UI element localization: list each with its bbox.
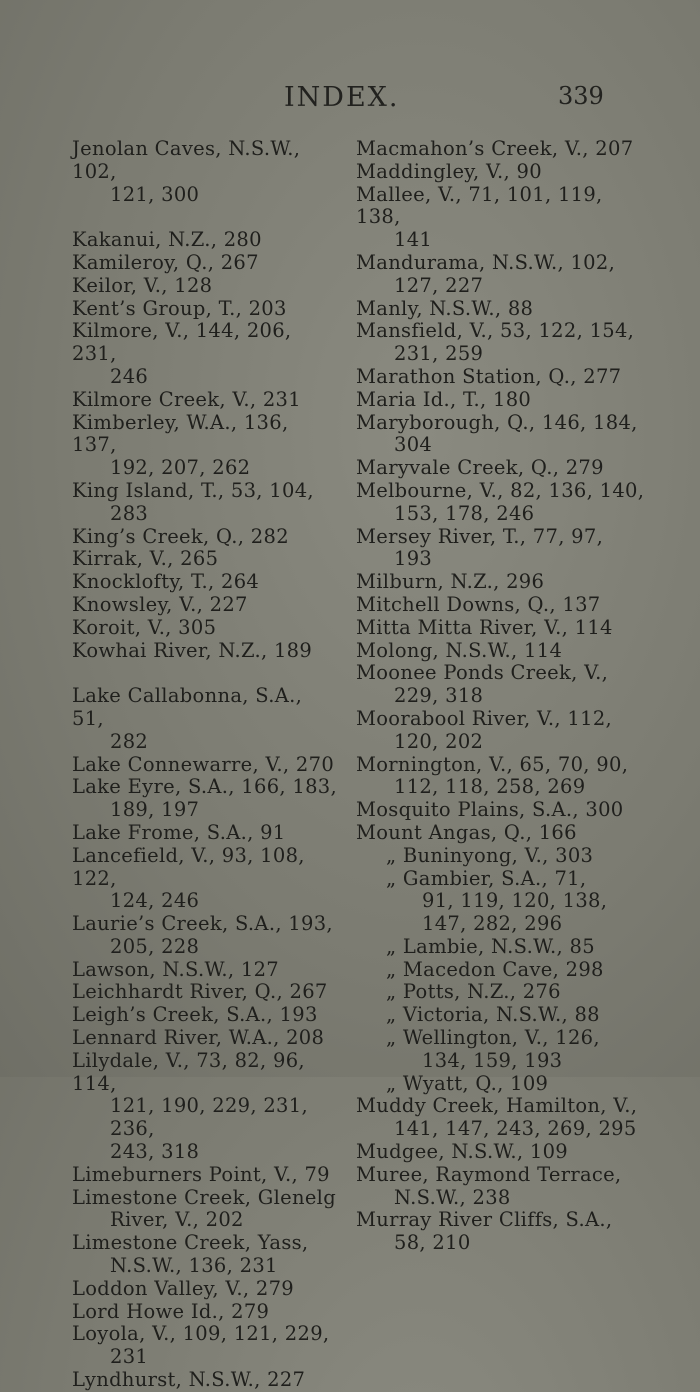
index-entry-heading: Limeburners Point, V., 79 [72,1162,330,1186]
index-entry-continuation: 229, 318 [394,684,484,708]
index-entry-continuation: 120, 202 [394,729,484,753]
index-entry-heading: „ Gambier, S.A., 71, [386,866,587,890]
index-entry [356,1209,646,1255]
index-entry [356,571,646,594]
index-entry-heading: „ Wellington, V., 126, [386,1026,600,1050]
index-entry-heading: Mosquito Plains, S.A., 300 [356,798,624,822]
index-entry-heading: Molong, N.S.W., 114 [356,638,563,662]
index-column-right [356,138,646,1255]
index-entry-continuation: 134, 159, 193 [422,1048,563,1072]
index-entry-heading: Jenolan Caves, N.S.W., 102, [72,137,301,183]
index-entry [72,1301,337,1324]
index-entry-heading: Loyola, V., 109, 121, 229, [72,1322,330,1346]
index-entry-heading: Leigh’s Creek, S.A., 193 [72,1003,318,1027]
index-entry-heading: Mitchell Downs, Q., 137 [356,592,601,616]
index-entry-continuation: 231 [110,1345,149,1369]
index-entry-heading: Limestone Creek, Yass, [72,1231,309,1255]
index-entry [356,662,646,708]
index-entry-continuation: 243, 318 [110,1140,200,1164]
index-entry-continuation: 121, 300 [110,182,200,206]
index-entry-heading: Muree, Raymond Terrace, [356,1162,622,1186]
index-entry [72,1232,337,1278]
index-entry [72,526,337,549]
index-entry [72,229,337,252]
index-entry-heading: Kirrak, V., 265 [72,547,219,571]
index-entry-continuation: 124, 246 [110,889,200,913]
index-entry-continuation: 141 [394,228,433,252]
index-entry [72,1164,337,1187]
index-entry [72,320,337,388]
index-entry [356,184,646,252]
index-entry [72,1050,337,1164]
index-entry-continuation: 141, 147, 243, 269, 295 [394,1117,637,1141]
index-entry-continuation: 127, 227 [394,273,484,297]
index-entry-heading: Moorabool River, V., 112, [356,706,613,730]
index-entry-continuation: 189, 197 [110,798,200,822]
index-entry-heading: Mount Angas, Q., 166 [356,820,577,844]
index-entry-heading: „ Wyatt, Q., 109 [386,1071,549,1095]
index-entry-heading: Lawson, N.S.W., 127 [72,957,279,981]
index-entry-heading: Manly, N.S.W., 88 [356,296,534,320]
index-entry-heading: Milburn, N.Z., 296 [356,570,545,594]
index-entry-continuation: N.S.W., 136, 231 [110,1254,278,1278]
index-entry-heading: Keilor, V., 128 [72,273,213,297]
index-entry-continuation: 112, 118, 258, 269 [394,775,586,799]
index-entry [72,412,337,480]
index-entry-continuation: 121, 190, 229, 231, 236, [110,1094,308,1141]
index-entry-heading: Knocklofty, T., 264 [72,570,260,594]
index-entry [356,526,646,572]
index-entry [356,389,646,412]
index-entry [356,457,646,480]
index-entry-heading: „ Victoria, N.S.W., 88 [386,1003,600,1027]
index-entry-heading: „ Buninyong, V., 303 [386,843,594,867]
page-number: 339 [558,82,604,110]
index-entry [356,320,646,366]
index-entry [356,161,646,184]
page-header [0,82,700,122]
index-entry-heading: Maryvale Creek, Q., 279 [356,456,604,480]
index-entry-heading: King’s Creek, Q., 282 [72,524,289,548]
index-entry [356,1073,646,1096]
index-entry [72,617,337,640]
index-entry-heading: Laurie’s Creek, S.A., 193, [72,912,333,936]
index-entry-heading: Limestone Creek, Glenelg [72,1185,337,1209]
index-entry-heading: Lake Frome, S.A., 91 [72,820,286,844]
index-entry [72,138,337,206]
index-entry-heading: Macmahon’s Creek, V., 207 [356,137,634,160]
index-entry-continuation: River, V., 202 [110,1208,244,1232]
index-entry-heading: Lake Connewarre, V., 270 [72,752,335,776]
index-entry [72,548,337,571]
index-entry [356,594,646,617]
index-entry-continuation: 193 [394,547,433,571]
index-entry [72,1369,337,1392]
index-entry-heading: Kamileroy, Q., 267 [72,250,259,274]
index-entry-continuation: 282 [110,729,149,753]
index-entry-continuation: 58, 210 [394,1231,471,1255]
index-entry-heading: Kilmore Creek, V., 231 [72,387,301,411]
index-entry-heading: Maryborough, Q., 146, 184, [356,410,638,434]
index-entry [72,822,337,845]
index-entry-continuation: 283 [110,501,149,525]
index-entry-heading: Kent’s Group, T., 203 [72,296,287,320]
section-gap [72,662,337,685]
index-entry [356,1004,646,1027]
index-entry [72,298,337,321]
index-entry [72,776,337,822]
index-entry-heading: Leichhardt River, Q., 267 [72,980,328,1004]
index-entry-heading: Moonee Ponds Creek, V., [356,661,609,685]
index-entry [356,799,646,822]
index-entry [356,298,646,321]
index-entry-heading: King Island, T., 53, 104, [72,478,314,502]
index-entry [356,412,646,458]
index-entry-continuation: 192, 207, 262 [110,456,251,480]
index-entry [356,845,646,868]
index-entry-heading: Lilydale, V., 73, 82, 96, 114, [72,1048,305,1095]
index-entry-heading: Lake Eyre, S.A., 166, 183, [72,775,338,799]
index-entry [72,252,337,275]
index-entry-heading: Maria Id., T., 180 [356,387,532,411]
index-entry-continuation: 246 [110,364,149,388]
index-entry [356,981,646,1004]
index-entry-heading: Mandurama, N.S.W., 102, [356,250,616,274]
index-column-left [72,138,337,1392]
index-entry-continuation: 231, 259 [394,342,484,366]
index-entry [356,868,646,936]
index-entry [356,936,646,959]
index-entry-heading: „ Lambie, N.S.W., 85 [386,934,595,958]
index-entry-continuation: 91, 119, 120, 138, [422,889,608,913]
index-entry-heading: Mitta Mitta River, V., 114 [356,615,613,639]
index-entry [356,754,646,800]
index-entry-heading: Koroit, V., 305 [72,615,217,639]
index-entry-heading: Lyndhurst, N.S.W., 227 [72,1368,306,1392]
index-entry-heading: Mudgee, N.S.W., 109 [356,1140,568,1164]
index-entry-heading: „ Potts, N.Z., 276 [386,980,561,1004]
index-entry-heading: Lord Howe Id., 279 [72,1299,270,1323]
index-entry [356,1027,646,1073]
index-entry [72,685,337,753]
index-entry-heading: Maddingley, V., 90 [356,159,542,183]
index-entry [356,1095,646,1141]
index-entry-heading: Mansfield, V., 53, 122, 154, [356,319,635,343]
index-entry-heading: Lennard River, W.A., 208 [72,1026,325,1050]
index-entry [72,480,337,526]
index-entry [356,138,646,161]
index-entry-heading: Murray River Cliffs, S.A., [356,1208,613,1232]
index-entry [356,252,646,298]
index-entry-heading: Knowsley, V., 227 [72,592,248,616]
index-entry-heading: Kakanui, N.Z., 280 [72,228,262,252]
index-entry [72,594,337,617]
index-entry-continuation: 153, 178, 246 [394,501,535,525]
index-entry-heading: Lancefield, V., 93, 108, 122, [72,843,305,890]
index-entry [72,981,337,1004]
index-entry [356,822,646,845]
index-entry-continuation: N.S.W., 238 [394,1185,511,1209]
section-gap [72,206,337,229]
index-entry [356,708,646,754]
index-entry [72,571,337,594]
index-entry [72,1004,337,1027]
index-entry [356,1141,646,1164]
index-entry-heading: Lake Callabonna, S.A., 51, [72,684,303,730]
index-entry [356,640,646,663]
index-entry [72,959,337,982]
index-entry-heading: Mersey River, T., 77, 97, [356,524,604,548]
index-entry [356,366,646,389]
index-entry-heading: Mornington, V., 65, 70, 90, [356,752,629,776]
page-title: INDEX. [284,82,400,113]
index-entry-continuation: 147, 282, 296 [422,912,563,936]
index-entry-heading: Kimberley, W.A., 136, 137, [72,410,289,457]
index-entry-heading: Kilmore, V., 144, 206, 231, [72,319,292,366]
index-entry [356,959,646,982]
index-entry [72,1027,337,1050]
index-entry [72,754,337,777]
index-entry [356,1164,646,1210]
index-entry-heading: Melbourne, V., 82, 136, 140, [356,478,645,502]
index-entry-heading: Mallee, V., 71, 101, 119, 138, [356,182,603,229]
index-entry-heading: Loddon Valley, V., 279 [72,1276,294,1300]
index-entry [72,845,337,913]
index-entry [72,1187,337,1233]
index-entry-heading: Kowhai River, N.Z., 189 [72,638,313,662]
index-entry [72,640,337,663]
index-entry [356,617,646,640]
index-entry [72,1278,337,1301]
index-entry [72,389,337,412]
index-entry-continuation: 304 [394,433,433,457]
index-entry [72,913,337,959]
index-entry [356,480,646,526]
index-entry [72,1323,337,1369]
index-entry-heading: „ Macedon Cave, 298 [386,957,604,981]
index-entry-heading: Marathon Station, Q., 277 [356,364,622,388]
index-entry-continuation: 205, 228 [110,934,200,958]
index-entry-heading: Muddy Creek, Hamilton, V., [356,1094,638,1118]
index-entry [72,275,337,298]
